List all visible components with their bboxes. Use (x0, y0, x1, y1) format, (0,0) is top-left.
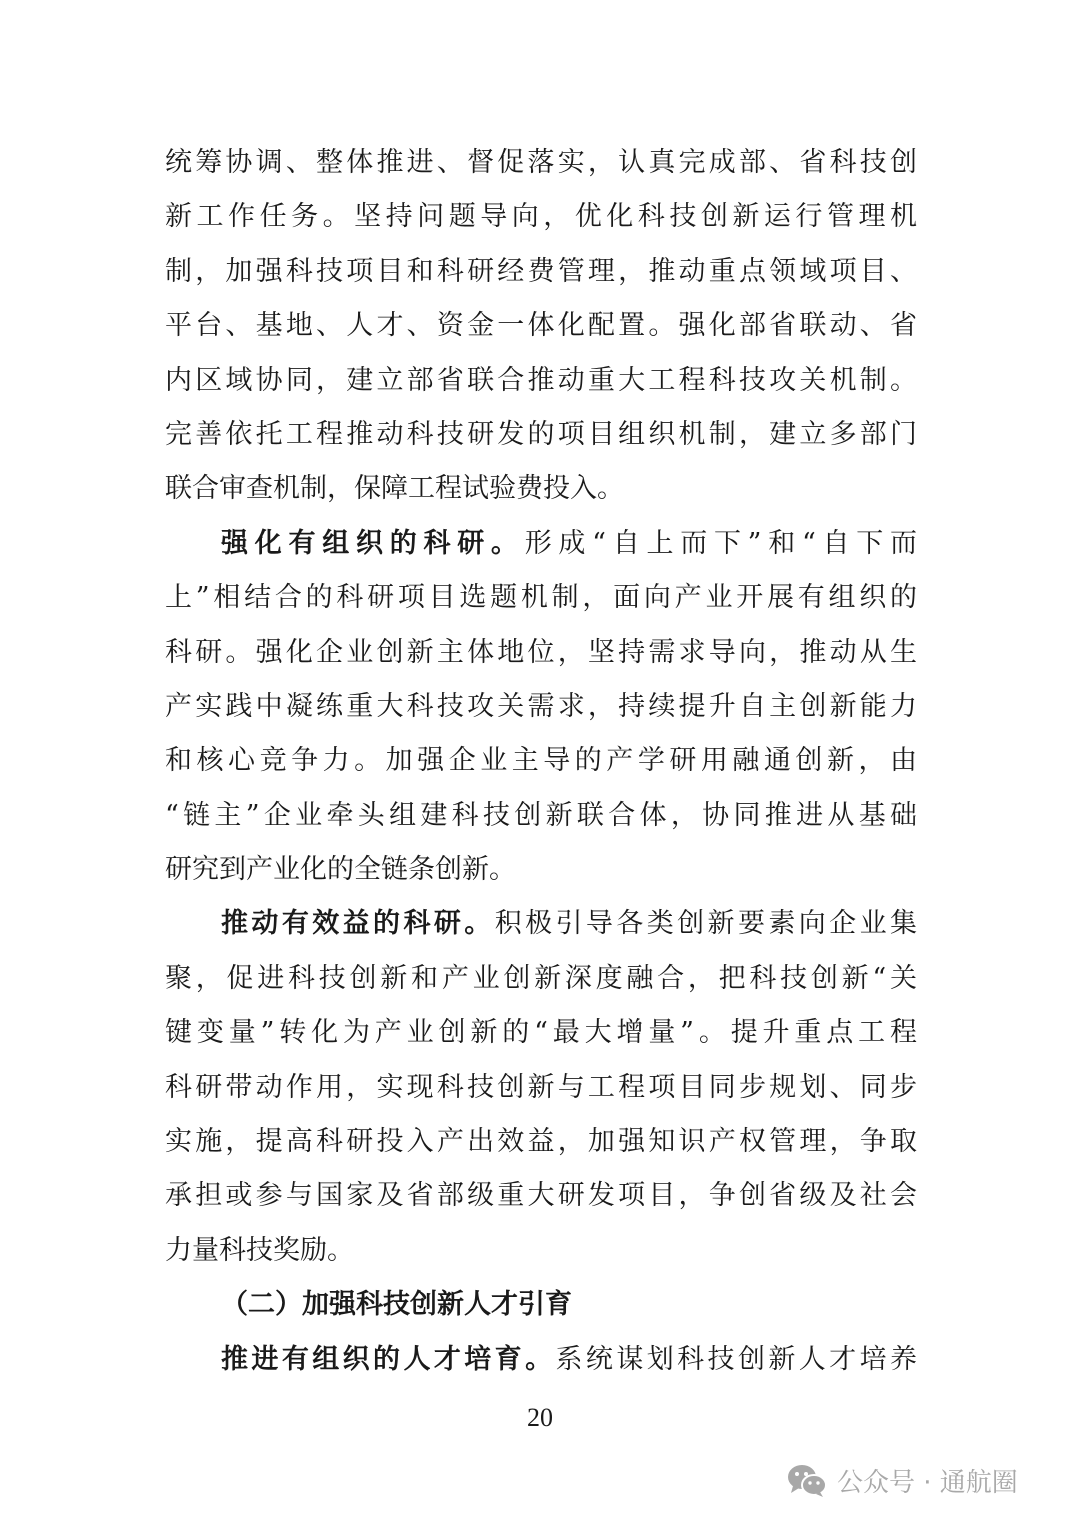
wechat-icon (787, 1464, 827, 1498)
line-text: 统筹协调、整体推进、督促落实，认真完成部、省科技创 (165, 147, 917, 178)
line-text: 科研。强化企业创新主体地位，坚持需求导向，推动从生 (165, 636, 917, 668)
text-line (165, 1006, 917, 1060)
bold-heading: 推动有效益的科研。 (221, 908, 495, 940)
line-text: 积极引导各类创新要素向企业集 (494, 908, 918, 940)
text-line (165, 1115, 917, 1169)
line-text: 形成“自上而下”和“自下而 (524, 527, 917, 559)
document-body (165, 136, 917, 1387)
line-text: 键变量”转化为产业创新的“最大增量”。提升重点工程 (165, 1017, 917, 1049)
text-line (165, 1224, 917, 1278)
line-text: “链主”企业牵头组建科技创新联合体，协同推进从基础 (165, 799, 917, 831)
text-line (165, 626, 917, 680)
line-text: 和核心竞争力。加强企业主导的产学研用融通创新，由 (165, 745, 917, 777)
text-line (165, 1169, 917, 1223)
line-text: 完善依托工程推动科技研发的项目组织机制，建立多部门 (165, 418, 917, 450)
text-line (165, 462, 917, 516)
bold-heading: 强化有组织的科研。 (221, 527, 525, 559)
text-line (165, 734, 917, 788)
text-line (165, 571, 917, 625)
line-text: 科研带动作用，实现科技创新与工程项目同步规划、同步 (165, 1071, 917, 1103)
line-text: 聚，促进科技创新和产业创新深度融合，把科技创新“关 (165, 962, 917, 994)
text-line (165, 897, 917, 951)
line-text: 平台、基地、人才、资金一体化配置。强化部省联动、省 (165, 310, 917, 342)
text-line (165, 952, 917, 1006)
text-line (165, 1061, 917, 1115)
text-line (165, 408, 917, 462)
text-line (165, 680, 917, 734)
page-number: 20 (527, 1403, 553, 1432)
line-text: 实施，提高科研投入产出效益，加强知识产权管理，争取 (165, 1126, 917, 1158)
text-line (165, 789, 917, 843)
text-line (165, 1278, 917, 1332)
text-line (165, 136, 917, 190)
text-line (165, 1333, 917, 1387)
text-line (165, 190, 917, 244)
text-line (165, 354, 917, 408)
text-line (165, 517, 917, 571)
text-line (165, 299, 917, 353)
line-text: 承担或参与国家及省部级重大研发项目，争创省级及社会 (165, 1180, 917, 1212)
line-text: 联合审查机制，保障工程试验费投入。 (165, 473, 624, 505)
watermark (787, 1462, 1018, 1499)
watermark-text: 公众号 · 通航圈 (837, 1468, 1018, 1498)
line-text: 力量科技奖励。 (165, 1234, 354, 1266)
line-text: 研究到产业化的全链条创新。 (165, 854, 516, 886)
line-text: 制，加强科技项目和科研经费管理，推动重点领域项目、 (165, 255, 917, 287)
bold-heading: 推进有组织的人才培育。 (221, 1343, 556, 1375)
line-text: 新工作任务。坚持问题导向，优化科技创新运行管理机 (165, 201, 917, 233)
bold-heading: （二）加强科技创新人才引育 (221, 1289, 572, 1321)
text-line (165, 843, 917, 897)
line-text: 内区域协同，建立部省联合推动重大工程科技攻关机制。 (165, 364, 917, 396)
line-text: 上”相结合的科研项目选题机制，面向产业开展有组织的 (165, 582, 917, 614)
line-text: 产实践中凝练重大科技攻关需求，持续提升自主创新能力 (165, 690, 917, 722)
line-text: 系统谋划科技创新人才培养 (555, 1343, 917, 1375)
text-line (165, 245, 917, 299)
